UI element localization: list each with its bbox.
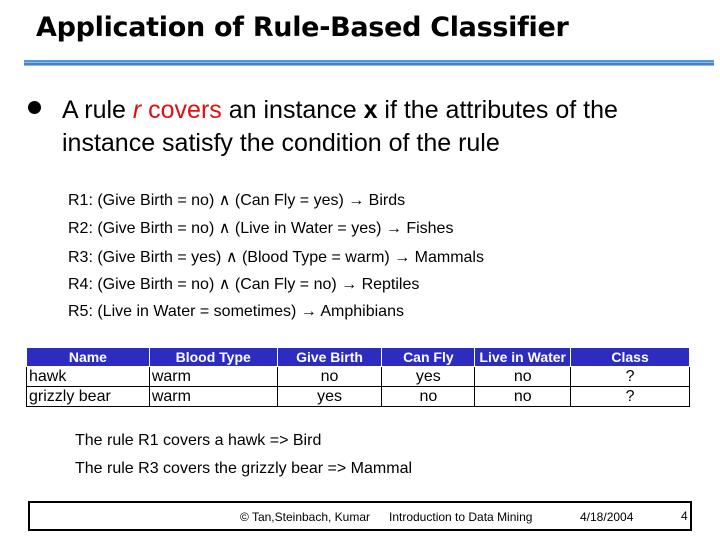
note-grizzly: The rule R3 covers the grizzly bear => Mammal — [75, 460, 413, 477]
table-row — [27, 387, 690, 407]
bullet-covers: covers — [141, 96, 222, 124]
bullet-r: r — [132, 96, 142, 124]
title-divider — [24, 60, 714, 66]
bullet-x: x — [363, 96, 378, 124]
bullet-part1: A rule — [62, 96, 133, 124]
rule-r1: R1: (Give Birth = no) ∧ (Can Fly = yes) → Birds — [68, 192, 406, 209]
bullet-text — [62, 94, 702, 160]
cell-live-in-water: no — [475, 367, 571, 387]
bullet-part2: an instance — [221, 96, 364, 124]
rule-r2: R2: (Give Birth = no) ∧ (Live in Water = yes) → Fishes — [68, 220, 454, 237]
footer-copyright: © Tan,Steinbach, Kumar — [240, 510, 371, 524]
rule-r5: R5: (Live in Water = sometimes) → Amphibians — [68, 303, 404, 320]
page-number: 4 — [681, 509, 688, 523]
header-class: Class — [571, 348, 690, 367]
footer-course: Introduction to Data Mining — [389, 510, 533, 524]
cell-blood-type: warm — [149, 367, 277, 387]
cell-name: grizzly bear — [27, 387, 150, 407]
header-give-birth: Give Birth — [277, 348, 382, 367]
bullet-dot — [28, 101, 41, 114]
cell-can-fly: yes — [382, 367, 475, 387]
header-live-in-water: Live in Water — [475, 348, 571, 367]
note-hawk: The rule R1 covers a hawk => Bird — [75, 432, 322, 449]
footer-date: 4/18/2004 — [580, 510, 634, 524]
cell-blood-type: warm — [149, 387, 277, 407]
cell-give-birth: no — [277, 367, 382, 387]
header-name: Name — [27, 348, 150, 367]
header-can-fly: Can Fly — [382, 348, 475, 367]
bullet-part3: if the attributes of the instance satisfy the condition of the rule — [62, 96, 618, 157]
cell-live-in-water: no — [475, 387, 571, 407]
slide-title: Application of Rule-Based Classifier — [36, 12, 569, 43]
cell-give-birth: yes — [277, 387, 382, 407]
cell-class: ? — [571, 387, 690, 407]
table-row — [27, 367, 690, 387]
rule-r3: R3: (Give Birth = yes) ∧ (Blood Type = warm) → Mammals — [68, 249, 484, 266]
cell-can-fly: no — [382, 387, 475, 407]
rule-r4: R4: (Give Birth = no) ∧ (Can Fly = no) → Reptiles — [68, 276, 420, 293]
table-header-row — [27, 348, 690, 367]
cell-name: hawk — [27, 367, 150, 387]
instance-table — [26, 347, 690, 407]
footer-bar — [28, 501, 692, 531]
header-blood-type: Blood Type — [149, 348, 277, 367]
cell-class: ? — [571, 367, 690, 387]
